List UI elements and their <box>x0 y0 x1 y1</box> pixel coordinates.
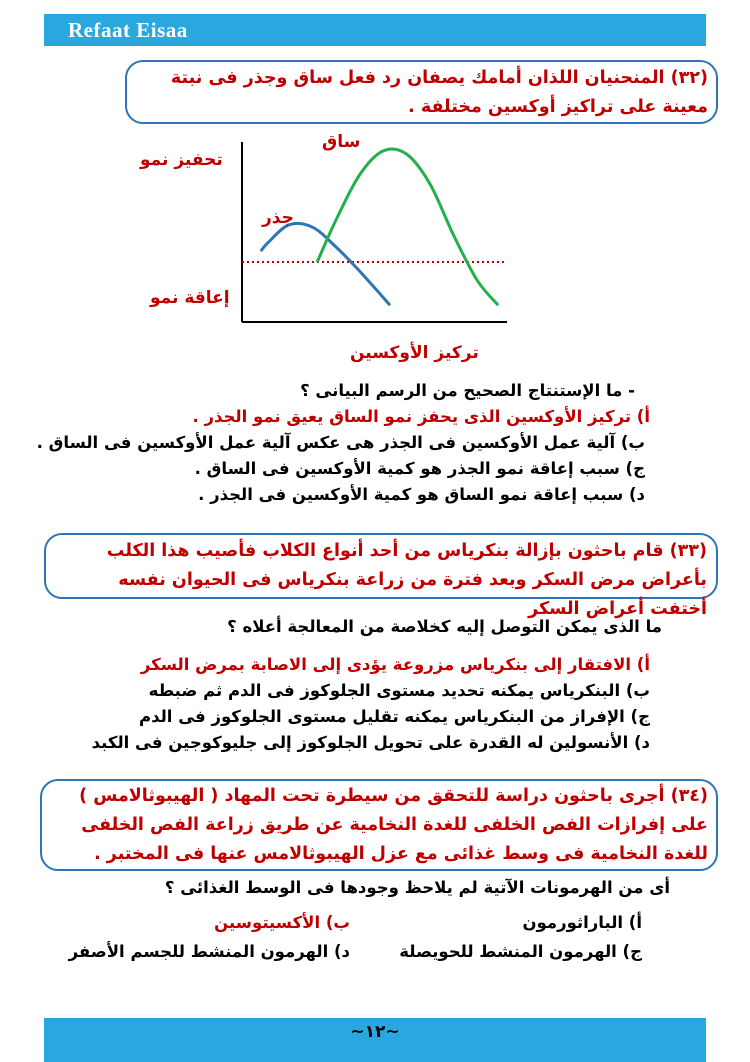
page-footer <box>44 1018 706 1062</box>
stem-curve <box>317 149 498 305</box>
q34-option-c: ج) الهرمون المنشط للحويصلة <box>399 942 642 961</box>
q33-option-c: ج) الإفراز من البنكرياس يمكنه تقليل مستوى الجلوكوز فى الدم <box>138 707 650 726</box>
q33-option-a: أ) الافتقار إلى بنكرياس مزروعة يؤدى إلى الاصابة بمرض السكر <box>140 655 650 674</box>
q32-option-d: د) سبب إعاقة نمو الساق هو كمية الأوكسين فى الجذر . <box>198 485 645 504</box>
q33-prompt: ما الذى يمكن التوصل إليه كخلاصة من المعالجة أعلاه ؟ <box>227 617 662 636</box>
q34-title: (٣٤) أجرى باحثون دراسة للتحقق من سيطرة تحت المهاد ( الهيبوثالامس ) على إفرازات الفص الخلفى للغدة النخامية عن طريق زراعة الفص الخلفى للغدة النخامية فى وسط غذائى مع عزل الهيبوثالامس عنها فى المختبر . <box>79 786 708 864</box>
q34-option-d: د) الهرمون المنشط للجسم الأصفر <box>68 942 350 961</box>
q32-option-a: أ) تركيز الأوكسين الذى يحفز نمو الساق يعيق نمو الجذر . <box>192 407 650 426</box>
x-axis-label: تركيز الأوكسين <box>350 343 479 363</box>
root-curve <box>261 223 390 305</box>
q33-title: (٣٣) قام باحثون بإزالة بنكرياس من أحد أنواع الكلاب فأصيب هذا الكلب بأعراض مرض السكر وبعد فترة من زراعة بنكرياس فى الحيوان نفسه أختفت أعراض السكر <box>106 541 707 619</box>
page-number: ~١٢~ <box>350 1022 400 1042</box>
q32-option-b: ب) آلية عمل الأوكسين فى الجذر هى عكس آلية عمل الأوكسين فى الساق . <box>36 433 645 452</box>
q32-option-c: ج) سبب إعاقة نمو الجذر هو كمية الأوكسين فى الساق . <box>194 459 645 478</box>
q34-option-a: أ) الباراثورمون <box>522 913 642 932</box>
q34-prompt: أى من الهرمونات الآتية لم يلاحظ وجودها فى الوسط الغذائى ؟ <box>164 878 670 897</box>
auxin-chart <box>232 132 532 342</box>
q32-title: (٣٢) المنحنيان اللذان أمامك يصفان رد فعل ساق وجذر فى نبتة معينة على تراكيز أوكسين مختلفة . <box>170 68 708 117</box>
author-name: Refaat Eisaa <box>68 18 188 42</box>
q34-option-b: ب) الأكسيتوسين <box>214 913 350 932</box>
y-top-label: تحفيز نمو <box>140 150 223 170</box>
y-bottom-label: إعاقة نمو <box>150 288 230 308</box>
root-series-label: جذر <box>262 208 294 228</box>
q32-prompt: - ما الإستنتاج الصحيح من الرسم البيانى ؟ <box>300 381 635 400</box>
q33-option-b: ب) البنكرياس يمكنه تحديد مستوى الجلوكوز فى الدم ثم ضبطه <box>148 681 650 700</box>
q33-option-d: د) الأنسولين له القدرة على تحويل الجلوكوز إلى جليوكوجين فى الكبد <box>91 733 650 752</box>
stem-series-label: ساق <box>322 132 361 152</box>
page-header <box>44 14 706 46</box>
